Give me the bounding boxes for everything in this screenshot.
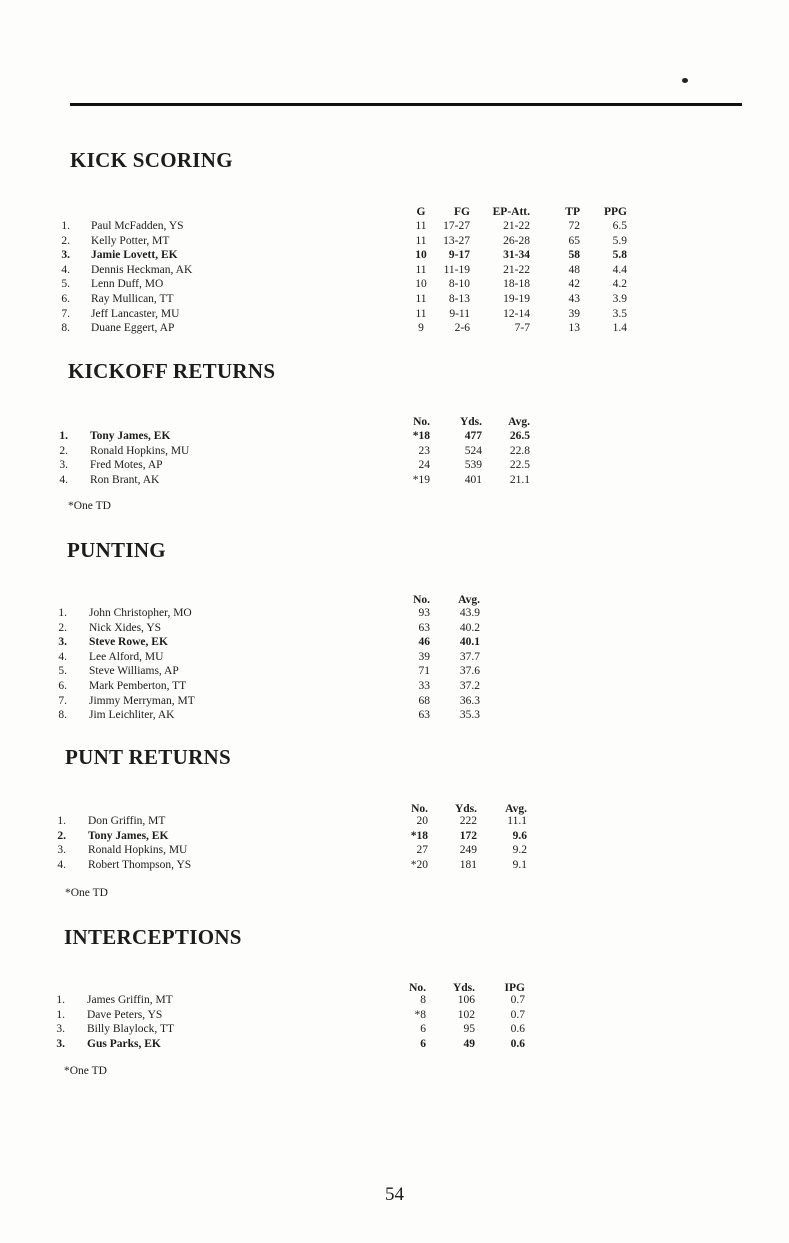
table-row	[0, 234, 789, 248]
cell-avg: 37.2	[459, 680, 480, 692]
col-header-yds: Yds.	[459, 416, 482, 428]
row-rank: 1.	[56, 1008, 65, 1021]
table-row	[0, 429, 789, 443]
cell-ep: 12-14	[503, 307, 530, 320]
table-row	[0, 635, 789, 649]
cell-avg: 26.5	[509, 430, 530, 442]
cell-yds: 102	[457, 1008, 475, 1021]
row-rank: 4.	[59, 473, 68, 486]
cell-ppg: 4.2	[612, 278, 627, 291]
cell-fg: 17-27	[443, 220, 470, 232]
cell-g: 10	[415, 278, 427, 291]
cell-fg: 8-10	[448, 278, 470, 291]
row-rank: 8.	[58, 709, 67, 722]
cell-no: 68	[418, 694, 430, 707]
cell-yds: 539	[464, 459, 482, 471]
player-name: John Christopher, MO	[89, 607, 192, 619]
table-header	[0, 593, 789, 607]
row-rank: 4.	[57, 858, 66, 871]
cell-ppg: 3.9	[612, 293, 627, 305]
table-row	[0, 679, 789, 693]
table-row	[0, 650, 789, 664]
cell-no: *8	[414, 1008, 426, 1021]
table-row	[0, 814, 789, 828]
cell-no: *20	[410, 858, 428, 871]
cell-ep: 19-19	[503, 293, 530, 305]
table-row	[0, 993, 789, 1007]
player-name: Ray Mullican, TT	[91, 293, 174, 305]
cell-g: 10	[415, 249, 427, 262]
cell-ep: 21-22	[503, 263, 530, 276]
cell-avg: 9.2	[512, 844, 527, 857]
cell-avg: 22.5	[509, 459, 530, 471]
col-header-no: No.	[409, 982, 426, 994]
cell-yds: 181	[459, 858, 477, 871]
cell-yds: 524	[464, 444, 482, 457]
cell-ppg: 5.8	[612, 249, 627, 262]
player-name: Jamie Lovett, EK	[91, 249, 178, 262]
row-rank: 1.	[57, 815, 66, 827]
row-rank: 2.	[57, 829, 66, 842]
player-name: Duane Eggert, AP	[91, 322, 175, 335]
footnote: *One TD	[68, 500, 111, 512]
player-name: James Griffin, MT	[87, 994, 173, 1006]
cell-ipg: 0.7	[510, 994, 525, 1006]
player-name: Gus Parks, EK	[87, 1037, 161, 1050]
col-header-ep: EP-Att.	[492, 206, 530, 218]
cell-tp: 42	[568, 278, 580, 291]
table-row	[0, 1022, 789, 1036]
header-rule	[70, 103, 742, 106]
cell-avg: 11.1	[507, 815, 527, 827]
cell-g: 11	[415, 293, 427, 305]
cell-yds: 106	[457, 994, 475, 1006]
table-row	[0, 708, 789, 722]
table-row	[0, 292, 789, 306]
row-rank: 7.	[58, 694, 67, 707]
row-rank: 3.	[57, 844, 66, 857]
row-rank: 6.	[61, 293, 70, 305]
cell-no: 71	[418, 665, 430, 678]
col-header-fg: FG	[454, 206, 470, 218]
cell-fg: 8-13	[448, 293, 470, 305]
col-header-avg: Avg.	[508, 416, 530, 428]
cell-fg: 9-11	[449, 307, 470, 320]
player-name: Jeff Lancaster, MU	[91, 307, 180, 320]
player-name: Tony James, EK	[90, 430, 171, 442]
cell-yds: 49	[463, 1037, 475, 1050]
table-row	[0, 473, 789, 487]
cell-ppg: 3.5	[612, 307, 627, 320]
cell-no: 23	[418, 444, 430, 457]
player-name: Jim Leichliter, AK	[89, 709, 175, 722]
col-header-ipg: IPG	[504, 982, 525, 994]
table-row	[0, 1037, 789, 1051]
row-rank: 8.	[61, 322, 70, 335]
row-rank: 3.	[56, 1037, 65, 1050]
cell-no: 39	[418, 650, 430, 663]
footnote: *One TD	[64, 1065, 107, 1077]
section-heading: KICK SCORING	[70, 148, 233, 172]
section-heading: PUNTING	[67, 538, 166, 562]
row-rank: 5.	[61, 278, 70, 291]
table-row	[0, 219, 789, 233]
cell-avg: 22.8	[509, 444, 530, 457]
table-row	[0, 263, 789, 277]
cell-no: *18	[412, 430, 430, 442]
cell-tp: 58	[568, 249, 580, 262]
table-row	[0, 1008, 789, 1022]
row-rank: 4.	[58, 650, 67, 663]
cell-ppg: 1.4	[612, 322, 627, 335]
table-row	[0, 444, 789, 458]
col-header-avg: Avg.	[505, 803, 527, 815]
cell-g: 11	[415, 307, 427, 320]
section-heading: KICKOFF RETURNS	[68, 359, 276, 383]
player-name: Billy Blaylock, TT	[87, 1023, 174, 1036]
cell-tp: 48	[568, 263, 580, 276]
row-rank: 4.	[61, 263, 70, 276]
cell-no: 63	[418, 621, 430, 634]
table-row	[0, 829, 789, 843]
cell-no: *18	[410, 829, 428, 842]
cell-no: 63	[418, 709, 430, 722]
cell-avg: 9.1	[512, 858, 527, 871]
cell-ep: 7-7	[514, 322, 530, 335]
player-name: Lenn Duff, MO	[91, 278, 164, 291]
player-name: Ron Brant, AK	[90, 473, 160, 486]
cell-yds: 95	[463, 1023, 475, 1036]
cell-yds: 249	[459, 844, 477, 857]
row-rank: 1.	[61, 220, 70, 232]
cell-avg: 37.7	[459, 650, 480, 663]
row-rank: 7.	[61, 307, 70, 320]
row-rank: 2.	[58, 621, 67, 634]
cell-ep: 18-18	[503, 278, 530, 291]
row-rank: 1.	[56, 994, 65, 1006]
col-header-no: No.	[411, 803, 428, 815]
cell-tp: 43	[568, 293, 580, 305]
cell-no: 46	[418, 636, 430, 649]
table-row	[0, 248, 789, 262]
cell-avg: 21.1	[509, 473, 530, 486]
row-rank: 5.	[58, 665, 67, 678]
cell-ipg: 0.6	[510, 1023, 525, 1036]
cell-yds: 172	[459, 829, 477, 842]
player-name: Mark Pemberton, TT	[89, 680, 187, 692]
table-row	[0, 664, 789, 678]
player-name: Fred Motes, AP	[90, 459, 163, 471]
player-name: Robert Thompson, YS	[88, 858, 192, 871]
row-rank: 2.	[59, 444, 68, 457]
cell-no: *19	[412, 473, 430, 486]
cell-g: 11	[415, 234, 427, 247]
cell-no: 8	[420, 994, 426, 1006]
cell-fg: 13-27	[443, 234, 470, 247]
cell-no: 6	[420, 1037, 426, 1050]
table-row	[0, 858, 789, 872]
player-name: Ronald Hopkins, MU	[90, 444, 190, 457]
section-heading: INTERCEPTIONS	[64, 925, 242, 949]
cell-no: 27	[416, 844, 428, 857]
table-header	[0, 205, 789, 219]
cell-avg: 35.3	[459, 709, 480, 722]
cell-ppg: 6.5	[612, 220, 627, 232]
row-rank: 1.	[58, 607, 67, 619]
col-header-g: G	[416, 206, 426, 218]
table-row	[0, 277, 789, 291]
cell-fg: 11-19	[443, 263, 470, 276]
cell-no: 33	[418, 680, 430, 692]
cell-ep: 31-34	[503, 249, 530, 262]
table-row	[0, 606, 789, 620]
table-row	[0, 694, 789, 708]
row-rank: 6.	[58, 680, 67, 692]
cell-no: 24	[418, 459, 430, 471]
player-name: Paul McFadden, YS	[91, 220, 184, 232]
cell-tp: 13	[568, 322, 580, 335]
table-row	[0, 458, 789, 472]
ink-speck	[682, 78, 688, 83]
player-name: Don Griffin, MT	[88, 815, 166, 827]
cell-avg: 40.2	[459, 621, 480, 634]
cell-g: 11	[415, 263, 427, 276]
cell-yds: 401	[464, 473, 482, 486]
player-name: Nick Xides, YS	[89, 621, 162, 634]
cell-no: 20	[416, 815, 428, 827]
cell-no: 6	[420, 1023, 426, 1036]
player-name: Steve Rowe, EK	[89, 636, 168, 649]
player-name: Ronald Hopkins, MU	[88, 844, 188, 857]
cell-ipg: 0.7	[510, 1008, 525, 1021]
row-rank: 3.	[56, 1023, 65, 1036]
cell-fg: 9-17	[448, 249, 470, 262]
cell-tp: 39	[568, 307, 580, 320]
row-rank: 3.	[58, 636, 67, 649]
col-header-ppg: PPG	[604, 206, 627, 218]
section-heading: PUNT RETURNS	[65, 745, 231, 769]
player-name: Steve Williams, AP	[89, 665, 179, 678]
col-header-avg: Avg.	[458, 594, 480, 606]
cell-g: 11	[415, 220, 427, 232]
cell-ppg: 5.9	[612, 234, 627, 247]
cell-tp: 65	[568, 234, 580, 247]
player-name: Lee Alford, MU	[89, 650, 164, 663]
col-header-yds: Yds.	[454, 803, 477, 815]
cell-ep: 21-22	[503, 220, 530, 232]
row-rank: 3.	[59, 459, 68, 471]
cell-ep: 26-28	[503, 234, 530, 247]
table-row	[0, 321, 789, 335]
player-name: Jimmy Merryman, MT	[89, 694, 195, 707]
cell-avg: 36.3	[459, 694, 480, 707]
col-header-no: No.	[413, 594, 430, 606]
player-name: Kelly Potter, MT	[91, 234, 170, 247]
cell-yds: 477	[464, 430, 482, 442]
player-name: Tony James, EK	[88, 829, 169, 842]
cell-tp: 72	[568, 220, 580, 232]
cell-ppg: 4.4	[612, 263, 627, 276]
player-name: Dennis Heckman, AK	[91, 263, 193, 276]
cell-no: 93	[418, 607, 430, 619]
cell-ipg: 0.6	[510, 1037, 525, 1050]
table-row	[0, 621, 789, 635]
cell-avg: 43.9	[459, 607, 480, 619]
table-row	[0, 843, 789, 857]
cell-avg: 40.1	[459, 636, 480, 649]
row-rank: 1.	[59, 430, 68, 442]
col-header-yds: Yds.	[452, 982, 475, 994]
row-rank: 2.	[61, 234, 70, 247]
player-name: Dave Peters, YS	[87, 1008, 163, 1021]
table-header	[0, 415, 789, 429]
cell-avg: 9.6	[512, 829, 527, 842]
cell-fg: 2-6	[454, 322, 470, 335]
cell-avg: 37.6	[459, 665, 480, 678]
col-header-tp: TP	[565, 206, 580, 218]
col-header-no: No.	[413, 416, 430, 428]
cell-g: 9	[418, 322, 424, 335]
cell-yds: 222	[459, 815, 477, 827]
table-row	[0, 307, 789, 321]
row-rank: 3.	[61, 249, 70, 262]
page-number: 54	[385, 1184, 404, 1205]
footnote: *One TD	[65, 887, 108, 899]
